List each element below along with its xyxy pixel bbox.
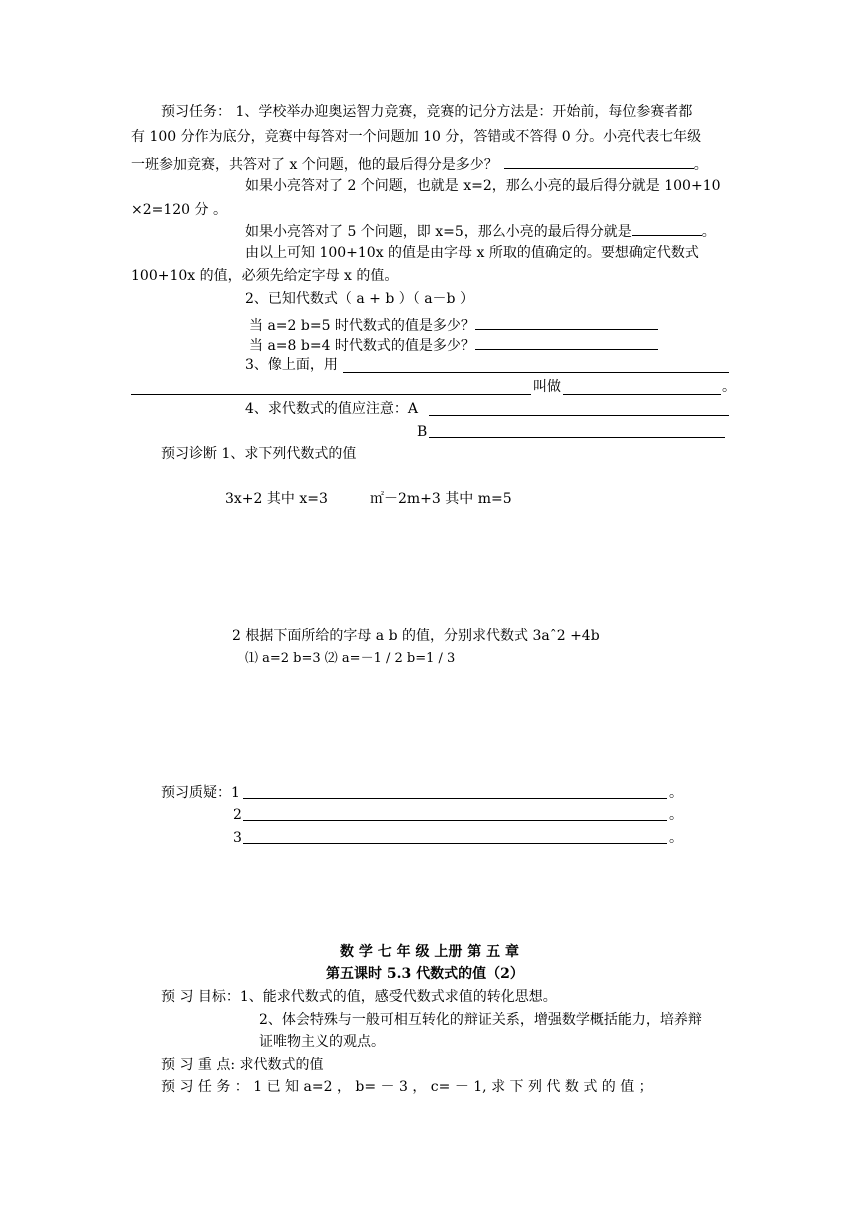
lesson-subheading: 第五课时 5.3 代数式的值（2） (326, 966, 524, 982)
task1-line3 (131, 152, 708, 175)
answer-line-q3-2[interactable] (131, 394, 531, 395)
questions-label: 预习质疑：1 (161, 785, 240, 801)
lesson-heading: 数 学 七 年 级 上册 第 五 章 (340, 944, 519, 960)
example-x5-text: 如果小亮答对了 5 个问题，即 x=5，那么小亮的最后得分就是 (245, 224, 632, 240)
answer-line-q3-3[interactable] (563, 394, 721, 395)
diagnosis-q2: 2 根据下面所给的字母 a b 的值，分别求代数式 3aˆ2 +4b (232, 628, 600, 644)
q3-line1: 3、像上面，用 (245, 357, 338, 373)
task1-line2: 有 100 分作为底分，竞赛中每答对一个问题加 10 分，答错或不答得 0 分。小亮代表七年级 (131, 129, 702, 145)
questions-num-3: 3 (233, 830, 242, 846)
questions-period-1: 。 (669, 785, 683, 801)
answer-blank-score[interactable] (504, 152, 694, 169)
conclusion-line1: 由以上可知 100+10x 的值是由字母 x 所取的值确定的。要想确定代数式 (245, 245, 699, 261)
answer-line-q4-a[interactable] (429, 415, 729, 416)
example-x2-line2: ×2=120 分 。 (131, 202, 227, 218)
period: 。 (693, 157, 708, 173)
conclusion-line2: 100+10x 的值，必须先给定字母 x 的值。 (131, 268, 399, 284)
answer-line-doubt-2[interactable] (243, 820, 667, 821)
q3-called-label: 叫做 (533, 379, 561, 395)
q2-case-a-text: 当 a=2 b=5 时代数式的值是多少？ (249, 318, 475, 334)
q4-line-a: 4、求代数式的值应注意：A (245, 401, 419, 417)
diagnosis-q2-options: ⑴ a=2 b=3 ⑵ a=－1 / 2 b=1 / 3 (245, 651, 456, 666)
task1-line3-text: 一班参加竞赛，共答对了 x 个问题，他的最后得分是多少？ (131, 157, 498, 173)
q3-period: 。 (722, 379, 736, 395)
example-x2-line1: 如果小亮答对了 2 个问题，也就是 x=2，那么小亮的最后得分就是 100+10 (245, 178, 721, 194)
answer-blank-q2a[interactable] (475, 313, 658, 330)
answer-blank-q2b[interactable] (475, 333, 658, 350)
diagnosis-expr1: 3x+2 其中 x=3 (225, 491, 328, 507)
q2-case-b-text: 当 a=8 b=4 时代数式的值是多少？ (249, 338, 475, 354)
period: 。 (701, 224, 716, 240)
goal-2-line2: 证唯物主义的观点。 (259, 1034, 385, 1050)
q2-title: 2、已知代数式（ a + b ）（ a－b ） (245, 291, 474, 307)
questions-period-3: 。 (669, 830, 683, 846)
next-task: 预 习 任 务 ： 1 已 知 a=2 ， b= － 3 ， c= － 1, 求 下 列 代 数 式 的 值 ； (161, 1079, 653, 1095)
key-point: 预 习 重 点: 求代数式的值 (161, 1057, 324, 1073)
answer-blank-x5[interactable] (632, 219, 702, 236)
goal-2-line1: 2、体会特殊与一般可相互转化的辩证关系，增强数学概括能力，培养辩 (259, 1012, 702, 1028)
answer-line-q4-b[interactable] (429, 437, 725, 438)
questions-period-2: 。 (669, 807, 683, 823)
q2-case-b (249, 333, 658, 356)
goal-1: 预 习 目标：1、能求代数式的值，感受代数式求值的转化思想。 (161, 989, 557, 1005)
example-x5 (245, 219, 716, 242)
diagnosis-expr2: ㎡－2m+3 其中 m=5 (370, 491, 512, 507)
diagnosis-title: 预习诊断 1、求下列代数式的值 (161, 446, 357, 462)
task1-line1: 预习任务： 1、学校举办迎奥运智力竞赛，竞赛的记分方法是：开始前，每位参赛者都 (161, 104, 693, 120)
questions-num-2: 2 (233, 807, 242, 823)
answer-line-q3-1[interactable] (343, 372, 729, 373)
answer-line-doubt-1[interactable] (243, 798, 667, 799)
q4-line-b: B (417, 424, 428, 440)
answer-line-doubt-3[interactable] (243, 843, 667, 844)
